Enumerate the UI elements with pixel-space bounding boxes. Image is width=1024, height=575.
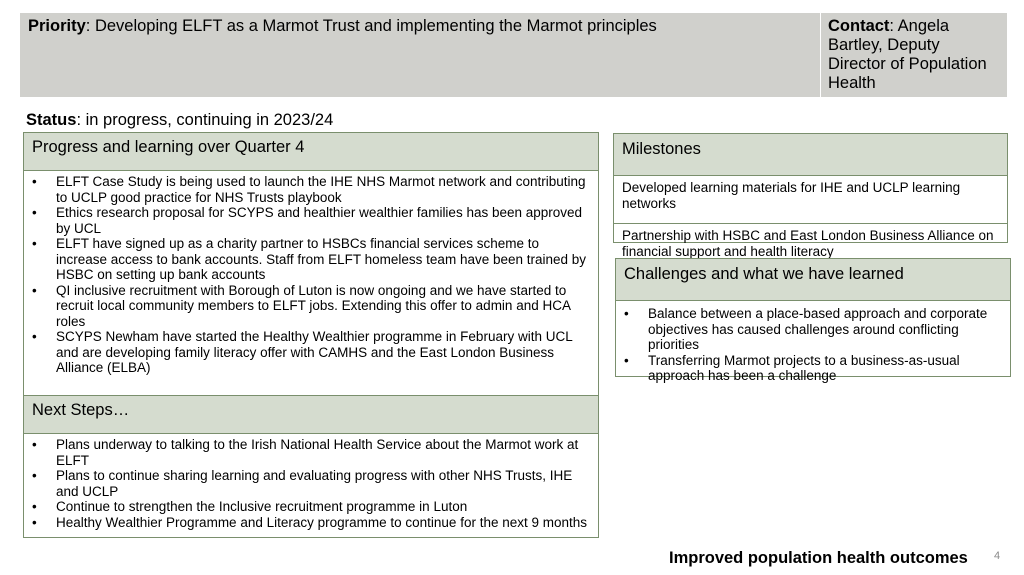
next-steps-heading: Next Steps… — [24, 396, 598, 434]
progress-body — [24, 171, 598, 396]
list-item: • ELFT have signed up as a charity partner to HSBCs financial services scheme to increase access to bank accounts. Staff from ELFT homeless team have been trained by HSBC on setting up bank accounts — [56, 236, 590, 283]
contact-box — [821, 13, 1007, 97]
status-line — [26, 110, 333, 130]
list-item: • ELFT Case Study is being used to launch the IHE NHS Marmot network and contributing to UCLP good practice for NHS Trusts playbook — [56, 174, 590, 205]
next-steps-list — [24, 434, 598, 530]
list-item: • SCYPS Newham have started the Healthy Wealthier programme in February with UCL and are developing family literacy offer with CAMHS and the East London Business Alliance (ELBA) — [56, 329, 590, 376]
challenges-heading: Challenges and what we have learned — [616, 259, 1010, 301]
progress-heading: Progress and learning over Quarter 4 — [24, 133, 598, 171]
milestone-item: Partnership with HSBC and East London Business Alliance on financial support and health literacy — [622, 228, 994, 259]
status-text: : in progress, continuing in 2023/24 — [76, 111, 334, 129]
list-item: • Healthy Wealthier Programme and Literacy programme to continue for the next 9 months — [56, 515, 590, 531]
priority-box — [20, 13, 820, 97]
list-item: • QI inclusive recruitment with Borough of Luton is now ongoing and we have started to recruit local community members to ELFT jobs. Extending this offer to admin and HCA roles — [56, 283, 590, 330]
status-label: Status — [26, 111, 77, 129]
milestone-item: Developed learning materials for IHE and UCLP learning networks — [614, 176, 1007, 224]
list-item: • Transferring Marmot projects to a business-as-usual approach has been a challenge — [648, 353, 1002, 384]
list-item: • Continue to strengthen the Inclusive recruitment programme in Luton — [56, 499, 590, 515]
priority-text: : Developing ELFT as a Marmot Trust and implementing the Marmot principles — [85, 17, 657, 35]
footer-title: Improved population health outcomes — [669, 549, 968, 567]
progress-and-next-steps-panel — [23, 132, 599, 538]
page-number: 4 — [994, 550, 1001, 562]
contact-label: Contact — [828, 17, 890, 35]
priority-label: Priority — [28, 17, 86, 35]
progress-list — [24, 171, 598, 376]
milestones-panel — [613, 133, 1008, 259]
contact-text: : Angela Bartley, Deputy Director of Population Health — [828, 17, 987, 92]
challenges-panel — [615, 258, 1011, 383]
list-item: • Plans to continue sharing learning and evaluating progress with other NHS Trusts, IHE and UCLP — [56, 468, 590, 499]
list-item: • Plans underway to talking to the Irish National Health Service about the Marmot work at ELFT — [56, 437, 590, 468]
challenges-list — [616, 301, 1010, 384]
milestones-heading: Milestones — [614, 134, 1007, 176]
list-item: • Balance between a place-based approach and corporate objectives has caused challenges around conflicting priorities — [648, 306, 1002, 353]
list-item: • Ethics research proposal for SCYPS and healthier wealthier families has been approved by UCL — [56, 205, 590, 236]
